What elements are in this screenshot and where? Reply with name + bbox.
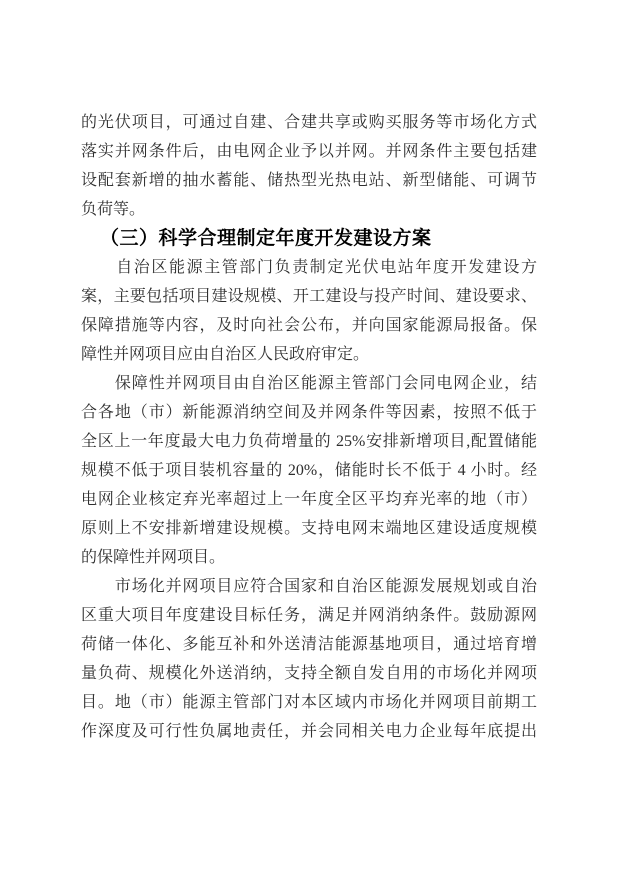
text-line: 量负荷、规模化外送消纳，支持全额自发自用的市场化并网项 bbox=[81, 665, 537, 682]
text-line: 设配套新增的抽水蓄能、储热型光热电站、新型储能、可调节 bbox=[81, 172, 537, 189]
text-line: 保障措施等内容，及时向社会公布，并向国家能源局报备。保 bbox=[81, 317, 537, 334]
text-line: 电网企业核定弃光率超过上一年度全区平均弃光率的地（市） bbox=[81, 491, 537, 508]
text-line: 负荷等。 bbox=[81, 201, 146, 218]
text-line: 全区上一年度最大电力负荷增量的 25%安排新增项目,配置储能 bbox=[81, 433, 537, 450]
text-line: 作深度及可行性负属地责任，并会同相关电力企业每年底提出 bbox=[81, 723, 537, 740]
text-line: 荷储一体化、多能互补和外送清洁能源基地项目，通过培育增 bbox=[81, 636, 537, 653]
section-heading: （三）科学合理制定年度开发建设方案 bbox=[100, 228, 432, 249]
text-line: 自治区能源主管部门负责制定光伏电站年度开发建设方 bbox=[81, 259, 537, 276]
text-line: 保障性并网项目由自治区能源主管部门会同电网企业，结 bbox=[81, 375, 537, 392]
text-line: 落实并网条件后，由电网企业予以并网。并网条件主要包括建 bbox=[81, 143, 537, 160]
text-line: 市场化并网项目应符合国家和自治区能源发展规划或自治 bbox=[81, 578, 537, 595]
text-line: 规模不低于项目装机容量的 20%，储能时长不低于 4 小时。经 bbox=[81, 462, 537, 479]
text-line: 目。地（市）能源主管部门对本区域内市场化并网项目前期工 bbox=[81, 694, 537, 711]
page-text bbox=[81, 108, 537, 746]
text-line: 原则上不安排新增建设规模。支持电网末端地区建设适度规模 bbox=[81, 520, 537, 537]
text-line: 障性并网项目应由自治区人民政府审定。 bbox=[81, 346, 370, 363]
text-line: 的光伏项目，可通过自建、合建共享或购买服务等市场化方式 bbox=[81, 114, 537, 131]
text-line: 案，主要包括项目建设规模、开工建设与投产时间、建设要求、 bbox=[81, 288, 537, 305]
text-line: 的保障性并网项目。 bbox=[81, 549, 226, 566]
text-line: 合各地（市）新能源消纳空间及并网条件等因素，按照不低于 bbox=[81, 404, 537, 421]
text-line: 区重大项目年度建设目标任务，满足并网消纳条件。鼓励源网 bbox=[81, 607, 537, 624]
